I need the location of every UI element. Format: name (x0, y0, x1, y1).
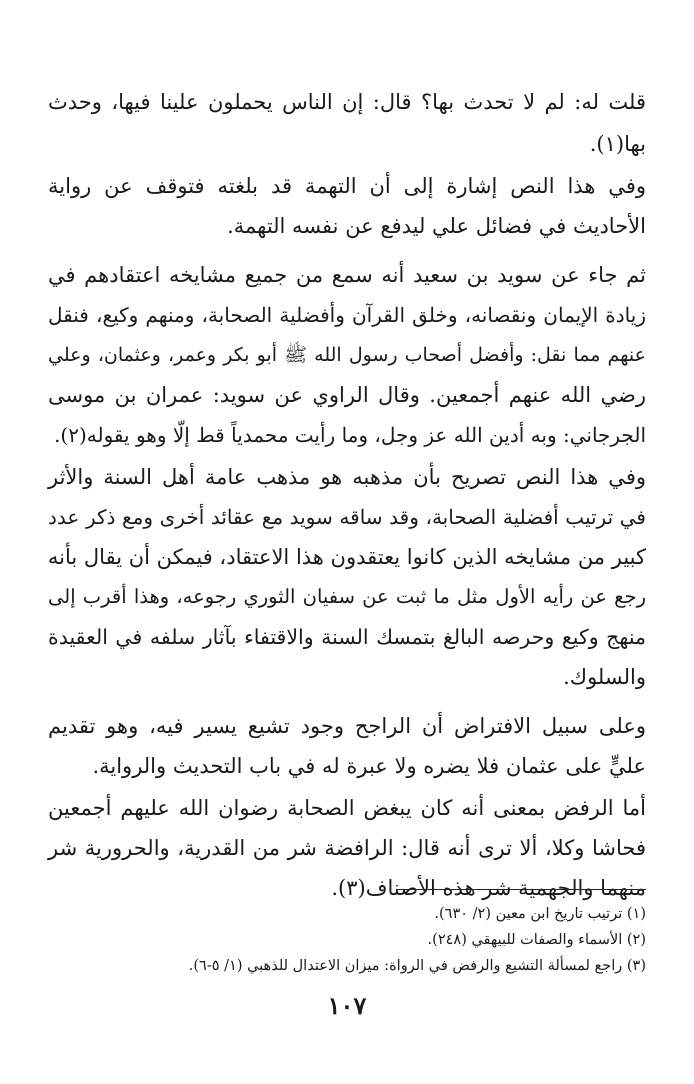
p4-line-1: وفي هذا النص تصريح بأن مذهبه هو مذهب عامة أهل السنة والأثر (48, 465, 646, 489)
p4-line-3: كبير من مشايخه الذين كانوا يعتقدون هذا الاعتقاد، فيمكن أن يقال بأنه (47, 545, 646, 569)
p4-line-5: منهج وكيع وحرصه البالغ بتمسك السنة والاقتفاء بآثار سلفه في العقيدة (48, 625, 646, 649)
p3-line-2: زيادة الإيمان ونقصانه، وخلق القرآن وأفضلية الصحابة، ومنهم وكيع، فنقل (48, 303, 646, 327)
page-number: ١٠٧ (327, 991, 367, 1020)
p3-line-5: الجرجاني: وبه أدين الله عز وجل، وما رأيت محمدياً قط إلّا وهو يقوله(٢). (54, 423, 646, 447)
p6-line-1: أما الرفض بمعنى أنه كان يبغض الصحابة رضوان الله عليهم أجمعين (48, 796, 646, 820)
p1-line-1: قلت له: لم لا تحدث بها؟ قال: إن الناس يحملون علينا فيها، وحدث (48, 90, 646, 114)
p6-line-2: فحاشا وكلا، ألا ترى أنه قال: الرافضة شر من القدرية، والحرورية شر (48, 836, 646, 860)
p3-line-4: رضي الله عنهم أجمعين. وقال الراوي عن سويد: عمران بن موسى (48, 383, 646, 407)
footnote-1: (١) ترتيب تاريخ ابن معين (٢/ ٦٣٠). (434, 906, 646, 922)
footnote-3: (٣) راجع لمسألة التشيع والرفض في الرواة: ميزان الاعتدال للذهبي (١/ ٥-٦). (188, 958, 646, 974)
p3-line-3: عنهم مما نقل: وأفضل أصحاب رسول الله ﷺ أبو بكر وعمر، وعثمان، وعلي (48, 344, 646, 366)
footnote-separator (398, 889, 646, 890)
p4-line-4: رجع عن رأيه الأول مثل ما ثبت عن سفيان الثوري رجوعه، وهذا أقرب إلى (48, 585, 646, 608)
p2-line-1: وفي هذا النص إشارة إلى أن التهمة قد بلغته فتوقف عن رواية (48, 174, 646, 198)
footnote-2: (٢) الأسماء والصفات للبيهقي (٢٤٨). (427, 932, 646, 948)
p1-line-2: بها(١). (589, 132, 646, 156)
p3-line-1: ثم جاء عن سويد بن سعيد أنه سمع من جميع مشايخه اعتقادهم في (48, 263, 646, 287)
p2-line-2: الأحاديث في فضائل علي ليدفع عن نفسه التهمة. (227, 214, 646, 238)
p5-line-1: وعلى سبيل الافتراض أن الراجح وجود تشيع يسير فيه، وهو تقديم (48, 714, 646, 738)
p6-line-3: منهما والجهمية شر هذه الأصناف(٣). (331, 876, 646, 900)
p4-line-6: والسلوك. (563, 665, 646, 689)
p5-line-2: عليٍّ على عثمان فلا يضره ولا عبرة له في باب التحديث والرواية. (92, 754, 646, 778)
p4-line-2: في ترتيب أفضلية الصحابة، وقد ساقه سويد مع عقائد أخرى ومع ذكر عدد (48, 505, 646, 529)
